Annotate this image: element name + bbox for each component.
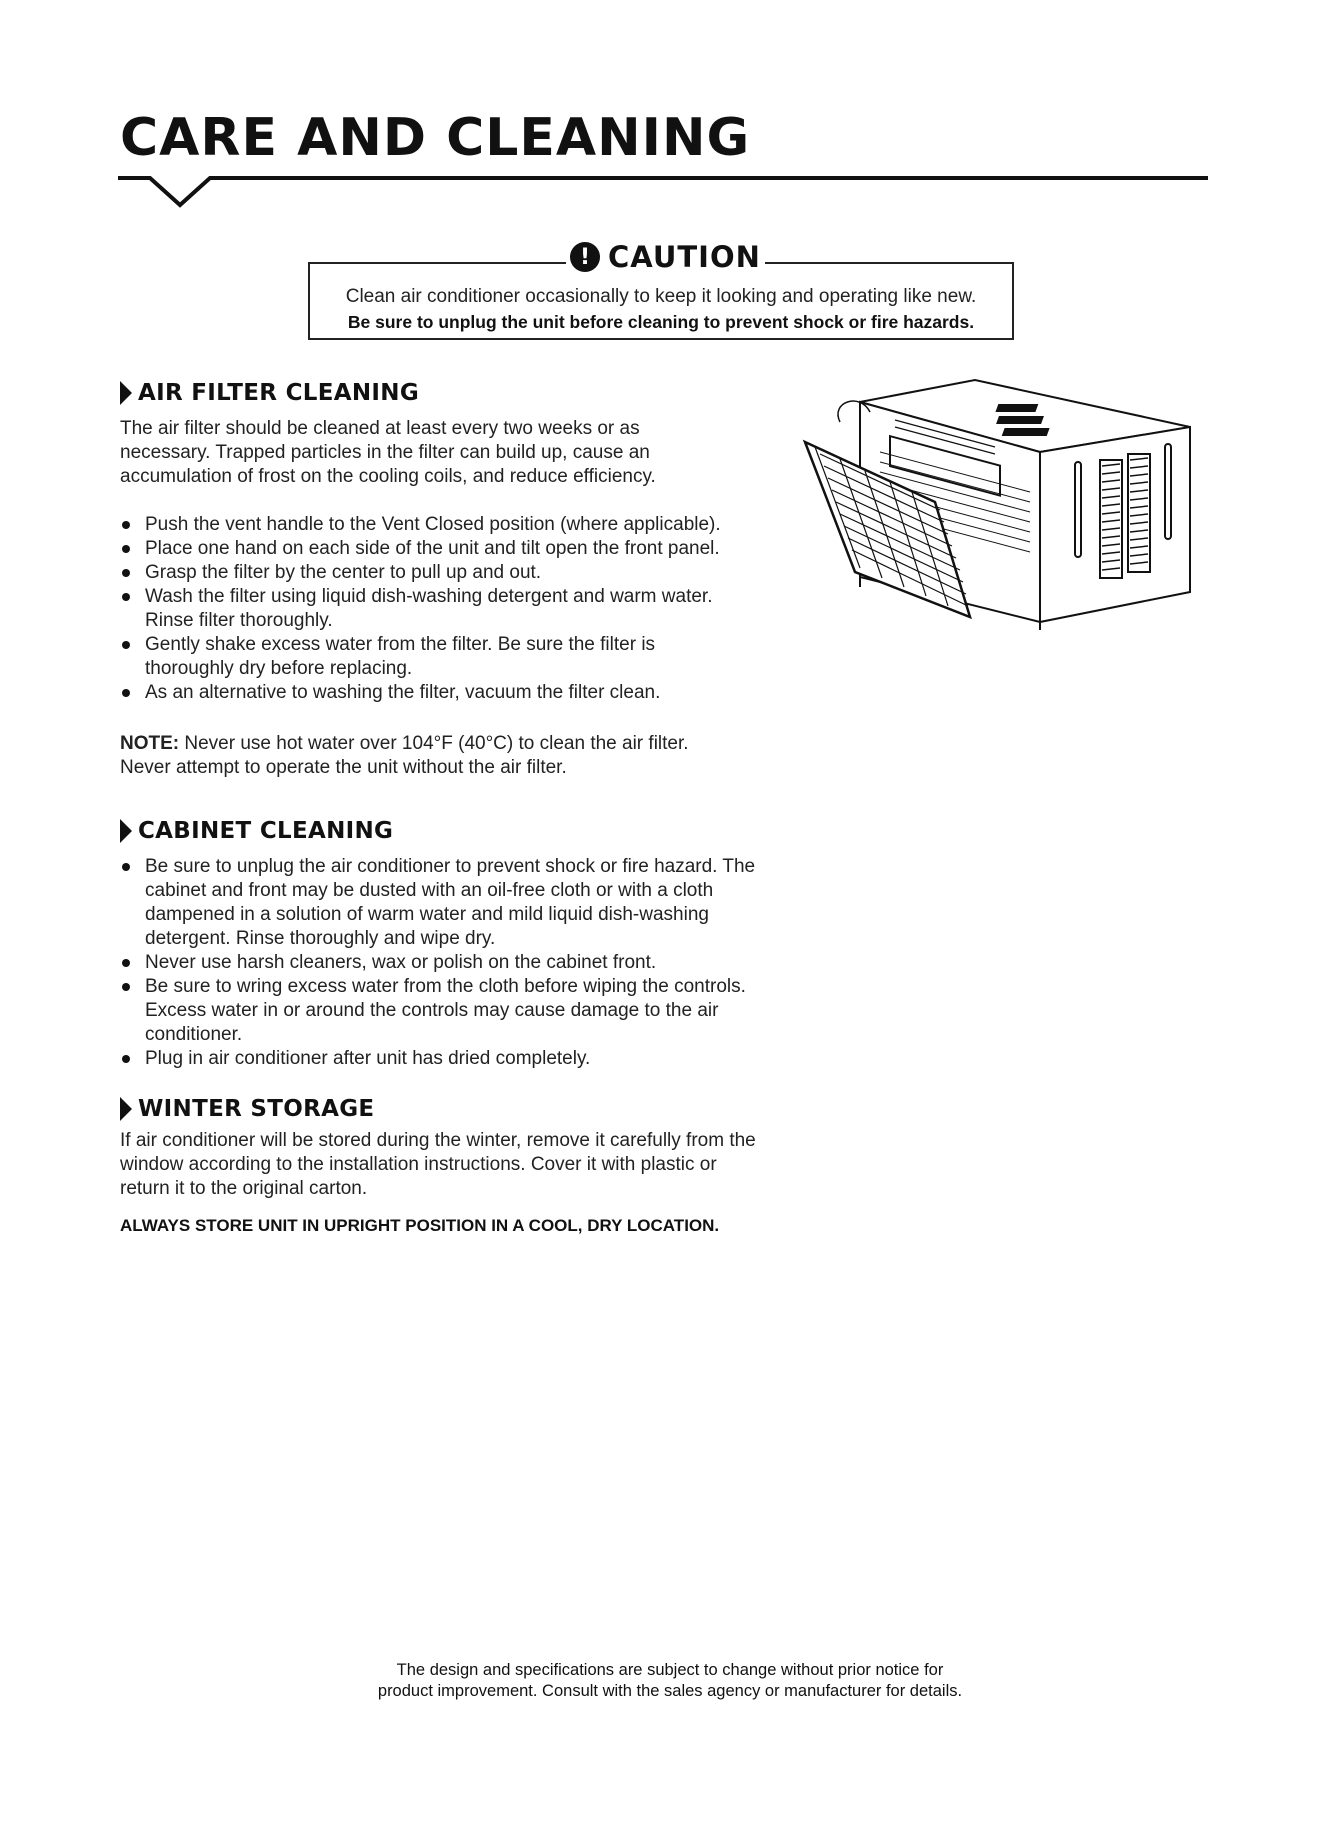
- footer-disclaimer: [300, 1660, 1040, 1702]
- list-item: Be sure to unplug the air conditioner to prevent shock or fire hazard. The cabinet and front may be dusted with an oil-free cloth or with a cloth dampened in a solution of warm water and mild liquid dish-washing detergent. Rinse thoroughly and wipe dry.: [120, 855, 760, 951]
- arrow-right-icon: [120, 381, 132, 405]
- caution-text-line1: Clean air conditioner occasionally to keep it looking and operating like new.: [345, 286, 977, 307]
- cabinet-heading: [120, 818, 393, 844]
- list-item: Place one hand on each side of the unit and tilt open the front panel.: [120, 537, 770, 561]
- exclamation-icon: !: [570, 242, 600, 272]
- list-item: Plug in air conditioner after unit has dried completely.: [120, 1047, 760, 1071]
- footer-line2: product improvement. Consult with the sales agency or manufacturer for details.: [377, 1682, 963, 1700]
- arrow-right-icon: [120, 819, 132, 843]
- list-item: Wash the filter using liquid dish-washing detergent and warm water. Rinse filter thoroughly.: [120, 585, 755, 633]
- winter-heading-text: WINTER STORAGE: [138, 1096, 375, 1122]
- page-title: CARE AND CLEANING: [120, 108, 751, 168]
- list-item: Be sure to wring excess water from the cloth before wiping the controls. Excess water in or around the controls may cause damage to the air conditioner.: [120, 975, 775, 1047]
- air-filter-note: [120, 732, 689, 780]
- cabinet-bullets: [120, 855, 760, 1071]
- air-conditioner-illustration: [800, 372, 1200, 630]
- note-line1: Never use hot water over 104°F (40°C) to clean the air filter.: [179, 733, 689, 754]
- winter-store-note: ALWAYS STORE UNIT IN UPRIGHT POSITION IN A COOL, DRY LOCATION.: [120, 1216, 720, 1235]
- footer-line1: The design and specifications are subject to change without prior notice for: [396, 1661, 944, 1679]
- caution-text-line2: Be sure to unplug the unit before cleaning to prevent shock or fire hazards.: [347, 312, 975, 332]
- winter-heading: [120, 1096, 374, 1122]
- air-filter-heading: [120, 380, 419, 406]
- list-item: Gently shake excess water from the filter. Be sure the filter is thoroughly dry before replacing.: [120, 633, 715, 681]
- note-line2: Never attempt to operate the unit without the air filter.: [120, 757, 567, 778]
- note-label: NOTE:: [120, 733, 180, 754]
- winter-intro: If air conditioner will be stored during the winter, remove it carefully from the window according to the installation instructions. Cover it with plastic or return it to the original carton.: [120, 1130, 756, 1199]
- list-item: Never use harsh cleaners, wax or polish on the cabinet front.: [120, 951, 760, 975]
- list-item: As an alternative to washing the filter, vacuum the filter clean.: [120, 681, 770, 705]
- list-item: Grasp the filter by the center to pull up and out.: [120, 561, 770, 585]
- title-rule: [118, 165, 1208, 213]
- air-filter-bullets: [120, 513, 770, 705]
- air-filter-heading-text: AIR FILTER CLEANING: [138, 380, 419, 406]
- air-filter-intro: The air filter should be cleaned at least every two weeks or as necessary. Trapped particles in the filter can build up, cause an accumulation of frost on the cooling coils, and reduce efficiency.: [120, 418, 656, 487]
- list-item: Push the vent handle to the Vent Closed position (where applicable).: [120, 513, 770, 537]
- cabinet-heading-text: CABINET CLEANING: [138, 818, 394, 844]
- arrow-right-icon: [120, 1097, 132, 1121]
- caution-header: [566, 240, 765, 274]
- caution-label: CAUTION: [608, 240, 761, 274]
